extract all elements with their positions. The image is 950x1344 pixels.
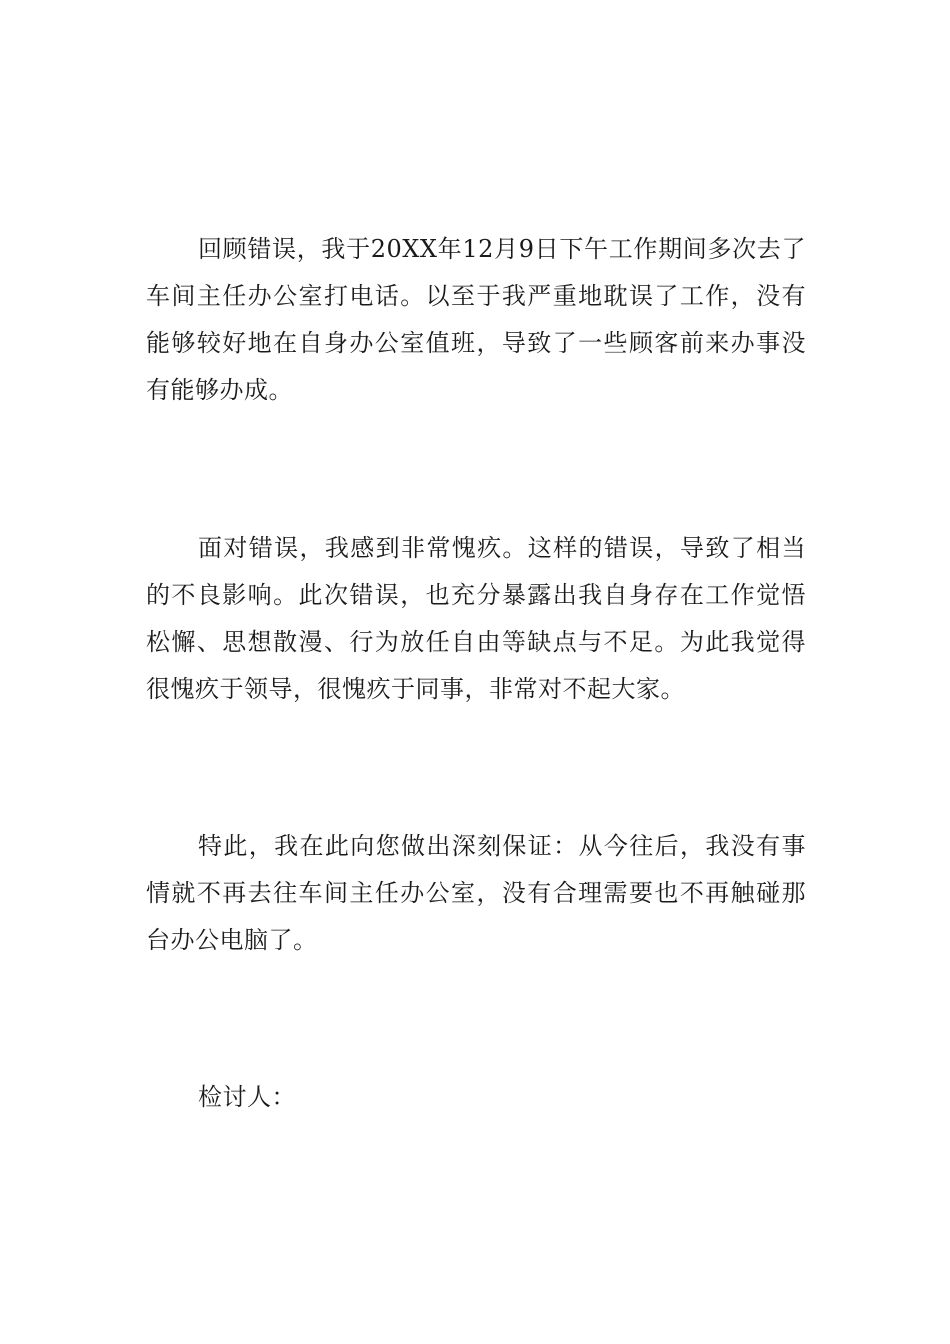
signature-label: 检讨人： [198, 1083, 296, 1111]
paragraph-guarantee: 特此，我在此向您做出深刻保证：从今往后，我没有事情就不再去往车间主任办公室，没有合理需要也不再触碰那台办公电脑了。 [146, 832, 806, 954]
paragraph-facing-mistake: 面对错误，我感到非常愧疚。这样的错误，导致了相当的不良影响。此次错误，也充分暴露出我自身存在工作觉悟松懈、思想散漫、行为放任自由等缺点与不足。为此我觉得很愧疚于领导，很愧疚于同事，非常对不起大家。 [146, 534, 806, 703]
paragraph-review-mistake: 回顾错误，我于20XX年12月9日下午工作期间多次去了车间主任办公室打电话。以至于我严重地耽误了工作，没有能够较好地在自身办公室值班，导致了一些顾客前来办事没有能够办成。 [146, 235, 806, 404]
